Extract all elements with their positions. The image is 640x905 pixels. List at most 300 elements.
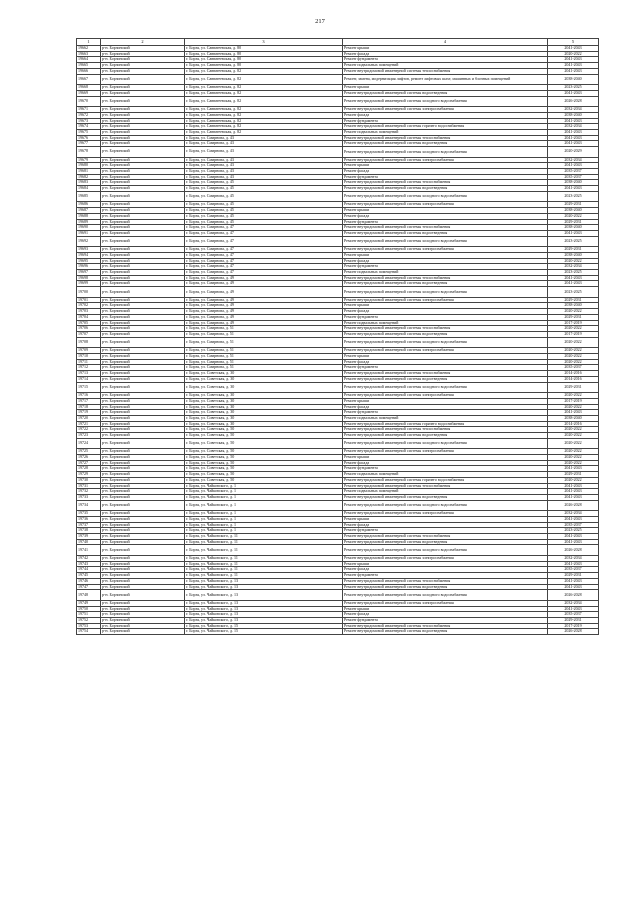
work-type-cell: Ремонт внутридомовой инженерной системы теплоснабжения: [343, 135, 548, 141]
district-cell: р-н. Борзинский: [101, 191, 185, 202]
district-cell: р-н. Борзинский: [101, 258, 185, 264]
address-cell: г. Борзя, ул. Чайковского, д. 11: [185, 561, 343, 567]
table-row: [77, 500, 599, 511]
period-cell: 2038-2040: [548, 415, 599, 421]
table-row: [77, 438, 599, 449]
row-number-cell: 19717: [77, 398, 101, 404]
address-cell: г. Борзя, ул. Смирнова, д. 49: [185, 281, 343, 287]
district-cell: р-н. Борзинский: [101, 309, 185, 315]
work-type-cell: Ремонт внутридомовой инженерной системы электроснабжения: [343, 297, 548, 303]
address-cell: г. Борзя, ул. Савватеевская, д. 82: [185, 90, 343, 96]
address-cell: г. Борзя, ул. Смирнова, д. 51: [185, 365, 343, 371]
table-row: [77, 96, 599, 107]
period-cell: 2017-2019: [548, 623, 599, 629]
address-cell: г. Борзя, ул. Советская, д. 50: [185, 427, 343, 433]
district-cell: р-н. Борзинский: [101, 68, 185, 74]
period-cell: 2041-2043: [548, 539, 599, 545]
work-type-cell: Ремонт крыши: [343, 303, 548, 309]
period-cell: 2023-2025: [548, 270, 599, 276]
district-cell: р-н. Борзинский: [101, 556, 185, 562]
row-number-cell: 19685: [77, 191, 101, 202]
row-number-cell: 19674: [77, 124, 101, 130]
table-body: [77, 46, 599, 635]
period-cell: 2041-2043: [548, 483, 599, 489]
table-row: [77, 191, 599, 202]
row-number-cell: 19669: [77, 90, 101, 96]
work-type-cell: Ремонт фасада: [343, 258, 548, 264]
period-cell: 2014-2016: [548, 371, 599, 377]
district-cell: р-н. Борзинский: [101, 472, 185, 478]
district-cell: р-н. Борзинский: [101, 438, 185, 449]
work-type-cell: Ремонт фундамента: [343, 528, 548, 534]
period-cell: 2020-2022: [548, 258, 599, 264]
period-cell: 2017-2019: [548, 331, 599, 337]
address-cell: г. Борзя, ул. Чайковского, д. 11: [185, 567, 343, 573]
row-number-cell: 19699: [77, 281, 101, 287]
address-cell: г. Борзя, ул. Чайковского, д. 13: [185, 606, 343, 612]
row-number-cell: 19727: [77, 460, 101, 466]
district-cell: р-н. Борзинский: [101, 252, 185, 258]
address-cell: г. Борзя, ул. Чайковского, д. 13: [185, 584, 343, 590]
work-type-cell: Ремонт внутридомовой инженерной системы горячего водоснабжения: [343, 124, 548, 130]
work-type-cell: Ремонт внутридомовой инженерной системы горячего водоснабжения: [343, 421, 548, 427]
period-cell: 2038-2040: [548, 225, 599, 231]
address-cell: г. Борзя, ул. Советская, д. 50: [185, 433, 343, 439]
work-type-cell: Ремонт крыши: [343, 398, 548, 404]
district-cell: р-н. Борзинский: [101, 561, 185, 567]
work-type-cell: Ремонт фундамента: [343, 174, 548, 180]
address-cell: г. Борзя, ул. Смирнова, д. 51: [185, 359, 343, 365]
row-number-cell: 19716: [77, 393, 101, 399]
period-cell: 2032-2034: [548, 124, 599, 130]
row-number-cell: 19720: [77, 415, 101, 421]
period-cell: 2026-2028: [548, 545, 599, 556]
work-type-cell: Ремонт внутридомовой инженерной системы теплоснабжения: [343, 483, 548, 489]
period-cell: 2041-2043: [548, 141, 599, 147]
district-cell: р-н. Борзинский: [101, 483, 185, 489]
period-cell: 2017-2019: [548, 320, 599, 326]
period-cell: 2038-2040: [548, 180, 599, 186]
work-type-cell: Ремонт внутридомовой инженерной системы водоотведения: [343, 494, 548, 500]
district-cell: р-н. Борзинский: [101, 617, 185, 623]
row-number-cell: 19731: [77, 483, 101, 489]
row-number-cell: 19737: [77, 522, 101, 528]
district-cell: р-н. Борзинский: [101, 545, 185, 556]
district-cell: р-н. Борзинский: [101, 236, 185, 247]
district-cell: р-н. Борзинский: [101, 466, 185, 472]
district-cell: р-н. Борзинский: [101, 398, 185, 404]
period-cell: 2020-2022: [548, 326, 599, 332]
row-number-cell: 19728: [77, 466, 101, 472]
row-number-cell: 19695: [77, 258, 101, 264]
district-cell: р-н. Борзинский: [101, 118, 185, 124]
period-cell: 2020-2022: [548, 213, 599, 219]
district-cell: р-н. Борзинский: [101, 247, 185, 253]
district-cell: р-н. Борзинский: [101, 600, 185, 606]
period-cell: 2020-2022: [548, 455, 599, 461]
work-type-cell: Ремонт внутридомовой инженерной системы электроснабжения: [343, 556, 548, 562]
work-type-cell: Ремонт фасада: [343, 522, 548, 528]
period-cell: 2041-2043: [548, 275, 599, 281]
address-cell: г. Борзя, ул. Смирнова, д. 51: [185, 353, 343, 359]
work-type-cell: Ремонт подвальных помещений: [343, 63, 548, 69]
district-cell: р-н. Борзинский: [101, 404, 185, 410]
work-type-cell: Ремонт фасада: [343, 612, 548, 618]
period-cell: 2041-2043: [548, 63, 599, 69]
address-cell: г. Борзя, ул. Советская, д. 30: [185, 393, 343, 399]
period-cell: 2026-2028: [548, 500, 599, 511]
district-cell: р-н. Борзинский: [101, 180, 185, 186]
work-type-cell: Ремонт фундамента: [343, 314, 548, 320]
address-cell: г. Борзя, ул. Смирнова, д. 49: [185, 309, 343, 315]
district-cell: р-н. Борзинский: [101, 124, 185, 130]
work-type-cell: Ремонт внутридомовой инженерной системы холодного водоснабжения: [343, 438, 548, 449]
work-type-cell: Ремонт крыши: [343, 85, 548, 91]
row-number-cell: 19683: [77, 180, 101, 186]
address-cell: г. Борзя, ул. Чайковского, д. 11: [185, 556, 343, 562]
district-cell: р-н. Борзинский: [101, 141, 185, 147]
address-cell: г. Борзя, ул. Смирнова, д. 45: [185, 202, 343, 208]
address-cell: г. Борзя, ул. Савватеевская, д. 82: [185, 96, 343, 107]
row-number-cell: 19676: [77, 135, 101, 141]
work-type-cell: Ремонт внутридомовой инженерной системы водоотведения: [343, 230, 548, 236]
period-cell: 2032-2034: [548, 264, 599, 270]
period-cell: 2041-2043: [548, 410, 599, 416]
row-number-cell: 19702: [77, 303, 101, 309]
district-cell: р-н. Борзинский: [101, 584, 185, 590]
row-number-cell: 19664: [77, 57, 101, 63]
work-type-cell: Ремонт внутридомовой инженерной системы электроснабжения: [343, 348, 548, 354]
district-cell: р-н. Борзинский: [101, 623, 185, 629]
district-cell: р-н. Борзинский: [101, 534, 185, 540]
district-cell: р-н. Борзинский: [101, 348, 185, 354]
district-cell: р-н. Борзинский: [101, 174, 185, 180]
period-cell: 2020-2022: [548, 337, 599, 348]
row-number-cell: 19715: [77, 382, 101, 393]
period-cell: 2029-2031: [548, 382, 599, 393]
work-type-cell: Ремонт внутридомовой инженерной системы электроснабжения: [343, 449, 548, 455]
work-type-cell: Ремонт внутридомовой инженерной системы теплоснабжения: [343, 534, 548, 540]
address-cell: г. Борзя, ул. Чайковского, д. 1: [185, 494, 343, 500]
row-number-cell: 19736: [77, 516, 101, 522]
district-cell: р-н. Борзинский: [101, 427, 185, 433]
period-cell: 2041-2043: [548, 534, 599, 540]
row-number-cell: 19678: [77, 147, 101, 158]
district-cell: р-н. Борзинский: [101, 129, 185, 135]
district-cell: р-н. Борзинский: [101, 85, 185, 91]
district-cell: р-н. Борзинский: [101, 169, 185, 175]
district-cell: р-н. Борзинский: [101, 410, 185, 416]
row-number-cell: 19703: [77, 309, 101, 315]
address-cell: г. Борзя, ул. Советская, д. 30: [185, 371, 343, 377]
period-cell: 2023-2025: [548, 236, 599, 247]
period-cell: 2032-2034: [548, 157, 599, 163]
row-number-cell: 19733: [77, 494, 101, 500]
work-type-cell: Ремонт крыши: [343, 163, 548, 169]
row-number-cell: 19743: [77, 561, 101, 567]
work-type-cell: Ремонт подвальных помещений: [343, 415, 548, 421]
column-header: 2: [101, 39, 185, 46]
row-number-cell: 19742: [77, 556, 101, 562]
row-number-cell: 19723: [77, 433, 101, 439]
row-number-cell: 19708: [77, 337, 101, 348]
address-cell: г. Борзя, ул. Смирнова, д. 49: [185, 275, 343, 281]
work-type-cell: Ремонт крыши: [343, 208, 548, 214]
row-number-cell: 19707: [77, 331, 101, 337]
address-cell: г. Борзя, ул. Чайковского, д. 13: [185, 600, 343, 606]
row-number-cell: 19692: [77, 236, 101, 247]
district-cell: р-н. Борзинский: [101, 539, 185, 545]
work-type-cell: Ремонт внутридомовой инженерной системы холодного водоснабжения: [343, 382, 548, 393]
period-cell: 2038-2040: [548, 303, 599, 309]
row-number-cell: 19747: [77, 584, 101, 590]
table-row: [77, 74, 599, 85]
row-number-cell: 19724: [77, 438, 101, 449]
district-cell: р-н. Борзинский: [101, 376, 185, 382]
district-cell: р-н. Борзинский: [101, 219, 185, 225]
district-cell: р-н. Борзинский: [101, 202, 185, 208]
period-cell: 2029-2031: [548, 472, 599, 478]
period-cell: 2041-2043: [548, 46, 599, 52]
address-cell: г. Борзя, ул. Смирнова, д. 51: [185, 326, 343, 332]
address-cell: г. Борзя, ул. Смирнова, д. 47: [185, 264, 343, 270]
address-cell: г. Борзя, ул. Савватеевская, д. 80: [185, 63, 343, 69]
row-number-cell: 19698: [77, 275, 101, 281]
period-cell: 2014-2016: [548, 376, 599, 382]
district-cell: р-н. Борзинский: [101, 433, 185, 439]
district-cell: р-н. Борзинский: [101, 287, 185, 298]
period-cell: 2038-2040: [548, 208, 599, 214]
row-number-cell: 19662: [77, 46, 101, 52]
work-type-cell: Ремонт подвальных помещений: [343, 489, 548, 495]
district-cell: р-н. Борзинский: [101, 359, 185, 365]
address-cell: г. Борзя, ул. Чайковского, д. 1: [185, 500, 343, 511]
address-cell: г. Борзя, ул. Советская, д. 30: [185, 415, 343, 421]
work-type-cell: Ремонт внутридомовой инженерной системы электроснабжения: [343, 600, 548, 606]
column-header: 1: [77, 39, 101, 46]
address-cell: г. Борзя, ул. Смирнова, д. 49: [185, 297, 343, 303]
period-cell: 2041-2043: [548, 561, 599, 567]
row-number-cell: 19738: [77, 528, 101, 534]
work-type-cell: Ремонт фасада: [343, 567, 548, 573]
row-number-cell: 19682: [77, 174, 101, 180]
row-number-cell: 19739: [77, 534, 101, 540]
work-type-cell: Ремонт фундамента: [343, 573, 548, 579]
row-number-cell: 19752: [77, 617, 101, 623]
work-type-cell: Ремонт внутридомовой инженерной системы водоотведения: [343, 186, 548, 192]
period-cell: 2020-2022: [548, 309, 599, 315]
period-cell: 2020-2022: [548, 359, 599, 365]
address-cell: г. Борзя, ул. Смирнова, д. 47: [185, 225, 343, 231]
period-cell: 2035-2037: [548, 169, 599, 175]
header-row: [77, 39, 599, 46]
row-number-cell: 19749: [77, 600, 101, 606]
district-cell: р-н. Борзинский: [101, 500, 185, 511]
work-type-cell: Ремонт фасада: [343, 51, 548, 57]
row-number-cell: 19745: [77, 573, 101, 579]
period-cell: 2041-2043: [548, 57, 599, 63]
row-number-cell: 19677: [77, 141, 101, 147]
work-type-cell: Ремонт внутридомовой инженерной системы теплоснабжения: [343, 180, 548, 186]
row-number-cell: 19668: [77, 85, 101, 91]
work-type-cell: Ремонт внутридомовой инженерной системы горячего водоснабжения: [343, 477, 548, 483]
period-cell: 2041-2043: [548, 466, 599, 472]
period-cell: 2023-2025: [548, 85, 599, 91]
page-number: 217: [315, 18, 325, 25]
work-type-cell: Ремонт фундамента: [343, 57, 548, 63]
row-number-cell: 19670: [77, 96, 101, 107]
address-cell: г. Борзя, ул. Смирнова, д. 49: [185, 287, 343, 298]
row-number-cell: 19754: [77, 629, 101, 635]
row-number-cell: 19721: [77, 421, 101, 427]
address-cell: г. Борзя, ул. Смирнова, д. 47: [185, 236, 343, 247]
row-number-cell: 19675: [77, 129, 101, 135]
work-type-cell: Ремонт фасада: [343, 309, 548, 315]
period-cell: 2035-2037: [548, 612, 599, 618]
district-cell: р-н. Борзинский: [101, 612, 185, 618]
work-type-cell: Ремонт фундамента: [343, 264, 548, 270]
district-cell: р-н. Борзинский: [101, 320, 185, 326]
district-cell: р-н. Борзинский: [101, 135, 185, 141]
address-cell: г. Борзя, ул. Савватеевская, д. 80: [185, 46, 343, 52]
column-header: 5: [548, 39, 599, 46]
district-cell: р-н. Борзинский: [101, 225, 185, 231]
row-number-cell: 19701: [77, 297, 101, 303]
row-number-cell: 19681: [77, 169, 101, 175]
district-cell: р-н. Борзинский: [101, 415, 185, 421]
work-type-cell: Ремонт внутридомовой инженерной системы водоотведения: [343, 539, 548, 545]
period-cell: 2029-2031: [548, 247, 599, 253]
district-cell: р-н. Борзинский: [101, 57, 185, 63]
district-cell: р-н. Борзинский: [101, 522, 185, 528]
period-cell: 2020-2022: [548, 404, 599, 410]
work-type-cell: Ремонт фасада: [343, 213, 548, 219]
address-cell: г. Борзя, ул. Советская, д. 30: [185, 382, 343, 393]
district-cell: р-н. Борзинский: [101, 578, 185, 584]
period-cell: 2020-2029: [548, 147, 599, 158]
address-cell: г. Борзя, ул. Савватеевская, д. 80: [185, 57, 343, 63]
period-cell: 2023-2025: [548, 528, 599, 534]
period-cell: 2032-2034: [548, 556, 599, 562]
district-cell: р-н. Борзинский: [101, 331, 185, 337]
district-cell: р-н. Борзинский: [101, 213, 185, 219]
row-number-cell: 19690: [77, 225, 101, 231]
address-cell: г. Борзя, ул. Смирнова, д. 45: [185, 219, 343, 225]
period-cell: 2020-2022: [548, 438, 599, 449]
address-cell: г. Борзя, ул. Савватеевская, д. 80: [185, 51, 343, 57]
address-cell: г. Борзя, ул. Смирнова, д. 43: [185, 147, 343, 158]
address-cell: г. Борзя, ул. Чайковского, д. 11: [185, 534, 343, 540]
district-cell: р-н. Борзинский: [101, 511, 185, 517]
work-type-cell: Ремонт внутридомовой инженерной системы водоотведения: [343, 331, 548, 337]
district-cell: р-н. Борзинский: [101, 63, 185, 69]
period-cell: 2041-2043: [548, 516, 599, 522]
address-cell: г. Борзя, ул. Чайковского, д. 11: [185, 573, 343, 579]
address-cell: г. Борзя, ул. Чайковского, д. 1: [185, 483, 343, 489]
district-cell: р-н. Борзинский: [101, 590, 185, 601]
period-cell: 2020-2022: [548, 460, 599, 466]
work-type-cell: Ремонт внутридомовой инженерной системы водоотведения: [343, 584, 548, 590]
row-number-cell: 19696: [77, 264, 101, 270]
period-cell: 2035-2037: [548, 522, 599, 528]
work-type-cell: Ремонт фундамента: [343, 365, 548, 371]
row-number-cell: 19679: [77, 157, 101, 163]
period-cell: 2041-2043: [548, 129, 599, 135]
district-cell: р-н. Борзинский: [101, 303, 185, 309]
district-cell: р-н. Борзинский: [101, 96, 185, 107]
column-header: 3: [185, 39, 343, 46]
district-cell: р-н. Борзинский: [101, 477, 185, 483]
work-type-cell: Ремонт фасада: [343, 359, 548, 365]
address-cell: г. Борзя, ул. Советская, д. 30: [185, 410, 343, 416]
row-number-cell: 19713: [77, 371, 101, 377]
address-cell: г. Борзя, ул. Чайковского, д. 15: [185, 623, 343, 629]
address-cell: г. Борзя, ул. Смирнова, д. 47: [185, 258, 343, 264]
address-cell: г. Борзя, ул. Советская, д. 50: [185, 477, 343, 483]
row-number-cell: 19688: [77, 213, 101, 219]
row-number-cell: 19746: [77, 578, 101, 584]
table-row: [77, 337, 599, 348]
work-type-cell: Ремонт внутридомовой инженерной системы водоотведения: [343, 629, 548, 635]
district-cell: р-н. Борзинский: [101, 489, 185, 495]
period-cell: 2038-2040: [548, 252, 599, 258]
work-type-cell: Ремонт внутридомовой инженерной системы холодного водоснабжения: [343, 236, 548, 247]
address-cell: г. Борзя, ул. Чайковского, д. 1: [185, 528, 343, 534]
address-cell: г. Борзя, ул. Смирнова, д. 47: [185, 270, 343, 276]
district-cell: р-н. Борзинский: [101, 264, 185, 270]
district-cell: р-н. Борзинский: [101, 393, 185, 399]
row-number-cell: 19665: [77, 63, 101, 69]
address-cell: г. Борзя, ул. Советская, д. 50: [185, 438, 343, 449]
row-number-cell: 19748: [77, 590, 101, 601]
work-type-cell: Ремонт внутридомовой инженерной системы холодного водоснабжения: [343, 191, 548, 202]
work-type-cell: Ремонт крыши: [343, 455, 548, 461]
address-cell: г. Борзя, ул. Смирнова, д. 51: [185, 331, 343, 337]
row-number-cell: 19730: [77, 477, 101, 483]
address-cell: г. Борзя, ул. Смирнова, д. 43: [185, 174, 343, 180]
period-cell: 2029-2031: [548, 314, 599, 320]
row-number-cell: 19735: [77, 511, 101, 517]
address-cell: г. Борзя, ул. Савватеевская, д. 82: [185, 124, 343, 130]
period-cell: 2041-2043: [548, 90, 599, 96]
row-number-cell: 19718: [77, 404, 101, 410]
address-cell: г. Борзя, ул. Савватеевская, д. 82: [185, 74, 343, 85]
period-cell: 2029-2031: [548, 617, 599, 623]
row-number-cell: 19689: [77, 219, 101, 225]
work-type-cell: Ремонт внутридомовой инженерной системы электроснабжения: [343, 157, 548, 163]
work-type-cell: Ремонт подвальных помещений: [343, 129, 548, 135]
work-type-cell: Ремонт внутридомовой инженерной системы водоотведения: [343, 141, 548, 147]
address-cell: г. Борзя, ул. Савватеевская, д. 82: [185, 107, 343, 113]
row-number-cell: 19704: [77, 314, 101, 320]
district-cell: р-н. Борзинский: [101, 281, 185, 287]
address-cell: г. Борзя, ул. Советская, д. 30: [185, 398, 343, 404]
period-cell: 2020-2022: [548, 477, 599, 483]
address-cell: г. Борзя, ул. Чайковского, д. 11: [185, 545, 343, 556]
row-number-cell: 19666: [77, 68, 101, 74]
period-cell: 2041-2043: [548, 118, 599, 124]
row-number-cell: 19705: [77, 320, 101, 326]
address-cell: г. Борзя, ул. Савватеевская, д. 82: [185, 112, 343, 118]
row-number-cell: 19673: [77, 118, 101, 124]
row-number-cell: 19753: [77, 623, 101, 629]
district-cell: р-н. Борзинский: [101, 326, 185, 332]
row-number-cell: 19691: [77, 230, 101, 236]
work-type-cell: Ремонт внутридомовой инженерной системы электроснабжения: [343, 247, 548, 253]
period-cell: 2020-2022: [548, 353, 599, 359]
address-cell: г. Борзя, ул. Смирнова, д. 49: [185, 303, 343, 309]
address-cell: г. Борзя, ул. Смирнова, д. 45: [185, 208, 343, 214]
